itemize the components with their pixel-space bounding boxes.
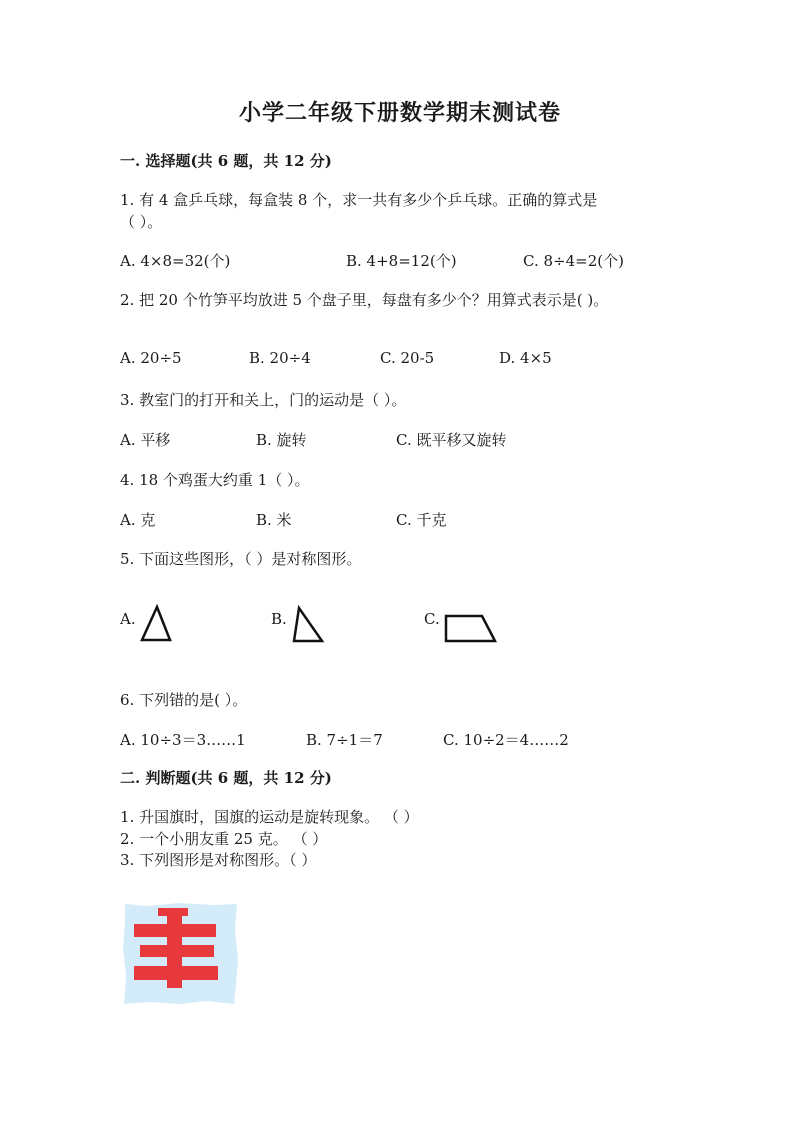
question-2-option-c: C. 20-5 [380,349,435,367]
question-1-option-b: B. 4+8=12(个) [346,252,457,270]
isosceles-triangle-figure [138,600,178,646]
question-6-option-a: A. 10÷3＝3……1 [120,731,246,749]
right-trapezoid-figure [440,608,504,648]
judgment-item-3: 3. 下列图形是对称图形。（ ） [120,851,317,869]
question-4-line-1: 4. 18 个鸡蛋大约重 1（ ）。 [120,471,310,489]
question-3-option-b: B. 旋转 [256,431,307,449]
question-4-option-a: A. 克 [120,511,156,529]
question-5-line-1: 5. 下面这些图形，（ ）是对称图形。 [120,550,362,568]
symmetric-symbol-figure [120,900,240,1006]
question-6-line-1: 6. 下列错的是( ）。 [120,691,248,709]
question-6-option-b: B. 7÷1＝7 [306,731,383,749]
section-heading-judgment: 二. 判断题(共 6 题，共 12 分) [120,769,332,787]
judgment-item-2: 2. 一个小朋友重 25 克。 （ ） [120,830,328,848]
question-2-option-b: B. 20÷4 [249,349,311,367]
question-1-line-2: （ ）。 [120,213,163,231]
question-3-option-c: C. 既平移又旋转 [396,431,507,449]
question-6-option-c: C. 10÷2＝4……2 [443,731,569,749]
page-title: 小学二年级下册数学期末测试卷 [238,100,561,126]
question-5-option-a: A. [120,610,136,628]
right-triangle-figure [288,600,328,646]
question-1-option-c: C. 8÷4=2(个) [523,252,624,270]
question-3-option-a: A. 平移 [120,431,171,449]
question-5-option-b: B. [271,610,287,628]
question-4-option-c: C. 千克 [396,511,447,529]
question-5-option-c: C. [424,610,440,628]
judgment-item-1: 1. 升国旗时，国旗的运动是旋转现象。 （ ） [120,808,419,826]
question-1-line-1: 1. 有 4 盒乒乓球，每盒装 8 个，求一共有多少个乒乓球。正确的算式是 [120,191,598,209]
question-4-option-b: B. 米 [256,511,292,529]
question-2-option-a: A. 20÷5 [120,349,182,367]
question-1-option-a: A. 4×8=32(个) [120,252,231,270]
question-2-option-d: D. 4×5 [499,349,552,367]
section-heading-choice: 一. 选择题(共 6 题，共 12 分) [120,152,332,170]
question-3-line-1: 3. 教室门的打开和关上，门的运动是（ ）。 [120,391,407,409]
question-2-line-1: 2. 把 20 个竹笋平均放进 5 个盘子里，每盘有多少个？用算式表示是( )。 [120,291,609,309]
